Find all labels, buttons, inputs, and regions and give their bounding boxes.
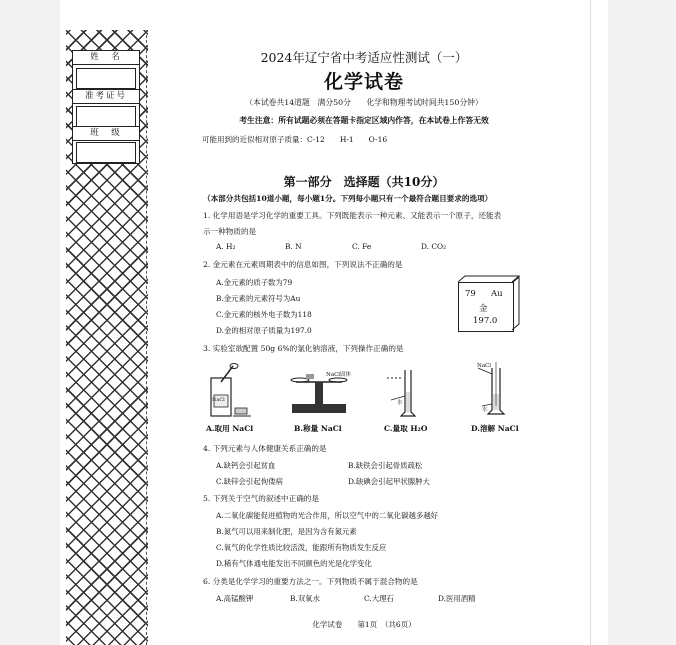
q6-option-d: D.医用酒精	[438, 594, 476, 603]
q6-option-a: A.高锰酸钾	[216, 594, 254, 603]
student-info-box	[72, 50, 140, 164]
q3-option-c: C.量取 H₂O	[384, 424, 428, 433]
subject-title: 化学试卷	[323, 71, 404, 93]
class-field[interactable]	[76, 142, 136, 163]
page-footer: 化学试卷 第1页 （共6页）	[312, 620, 416, 629]
q2-option-a: A.金元素的质子数为79	[216, 278, 293, 287]
q3-option-d: D.溶解 NaCl	[471, 424, 519, 433]
q4-option-b: B.缺铁会引起骨质疏松	[348, 461, 423, 470]
q3-text: 3. 实验室欲配置 50g 6%的氯化钠溶液，下列操作正确的是	[203, 344, 404, 353]
q6-option-b: B.双氧水	[290, 594, 320, 603]
q4-option-c: C.缺锌会引起佝偻病	[216, 477, 283, 486]
q6-text: 6. 分类是化学学习的重要方法之一。下列物质不属于混合物的是	[203, 577, 418, 586]
q1-text: 1. 化学用语是学习化学的重要工具。下列既能表示一种元素、又能表示一个原子，还能表	[203, 211, 502, 220]
q1-option-c: C. Fe	[352, 242, 372, 251]
element-symbol: Au	[491, 289, 503, 299]
name-field[interactable]	[76, 68, 136, 89]
q3-option-b: B.称量 NaCl	[294, 424, 342, 433]
q4-option-a: A.缺钙会引起贫血	[216, 461, 276, 470]
name-label: 姓 名	[73, 51, 139, 65]
class-label: 班 级	[73, 126, 139, 141]
q5-text: 5. 下列关于空气的叙述中正确的是	[203, 494, 319, 503]
q5-option-d: D.稀有气体通电能发出不同颜色的光是化学变化	[216, 559, 372, 568]
q3-option-a: A.取用 NaCl	[206, 424, 254, 433]
q1-option-a: A. H₂	[216, 242, 236, 251]
q1-option-d: D. CO₂	[421, 242, 447, 251]
element-cell-3d-edge	[511, 276, 521, 332]
element-cell-top-edge	[458, 275, 520, 284]
page-edge	[590, 0, 591, 645]
fig-d-label-water: 水	[482, 407, 488, 413]
atomic-mass: 197.0	[473, 316, 498, 326]
gold-element-cell	[458, 282, 514, 332]
q4-option-d: D.缺碘会引起甲状腺肿大	[348, 477, 430, 486]
fig-b-label: NaCl固体	[326, 372, 352, 378]
q5-option-a: A.二氧化碳能促进植物的光合作用，所以空气中的二氧化碳越多越好	[216, 511, 439, 520]
q5-option-c: C.氧气的化学性质比较活泼，能跟所有物质发生反应	[216, 543, 387, 552]
part1-note: （本部分共包括10道小题，每小题1分。下列每小题只有一个最符合题目要求的选项）	[203, 194, 493, 203]
q4-text: 4. 下列元素与人体健康关系正确的是	[203, 444, 327, 453]
q1-text-cont: 示一种物质的是	[203, 227, 257, 236]
fig-a-label: NaCl	[212, 397, 225, 403]
fig-c-label: 水	[397, 400, 403, 406]
q2-option-c: C.金元素的核外电子数为118	[216, 310, 312, 319]
fig-b-balance	[286, 372, 350, 416]
id-field[interactable]	[76, 106, 136, 127]
atomic-number: 79	[465, 289, 476, 299]
q5-option-b: B.氮气可以用来制化肥，是因为含有氮元素	[216, 527, 357, 536]
q6-option-c: C.大理石	[364, 594, 394, 603]
exam-notice: 考生注意：所有试题必须在答题卡指定区域内作答，在本试卷上作答无效	[239, 116, 489, 125]
fig-a-take-nacl	[205, 362, 255, 418]
q2-option-d: D.金的相对原子质量为197.0	[216, 326, 312, 335]
fig-d-label-nacl: NaCl	[477, 363, 492, 369]
atomic-mass-note: 可能用到的近似相对原子质量：C-12 H-1 O-16	[202, 135, 388, 144]
id-label: 准考证号	[73, 89, 139, 104]
exam-title: 2024年辽宁省中考适应性测试（一）	[260, 50, 468, 65]
cut-line	[146, 30, 147, 645]
q2-text: 2. 金元素在元素周期表中的信息如图，下列说法不正确的是	[203, 260, 403, 269]
element-name: 金	[479, 304, 488, 314]
q1-option-b: B. N	[285, 242, 302, 251]
exam-info: （本试卷共14道题 满分50分 化学和物理考试时间共150分钟）	[245, 98, 483, 107]
part1-title: 第一部分 选择题（共10分）	[283, 175, 445, 189]
q2-option-b: B.金元素的元素符号为Au	[216, 294, 301, 303]
fig-c-measure-water	[385, 366, 425, 418]
